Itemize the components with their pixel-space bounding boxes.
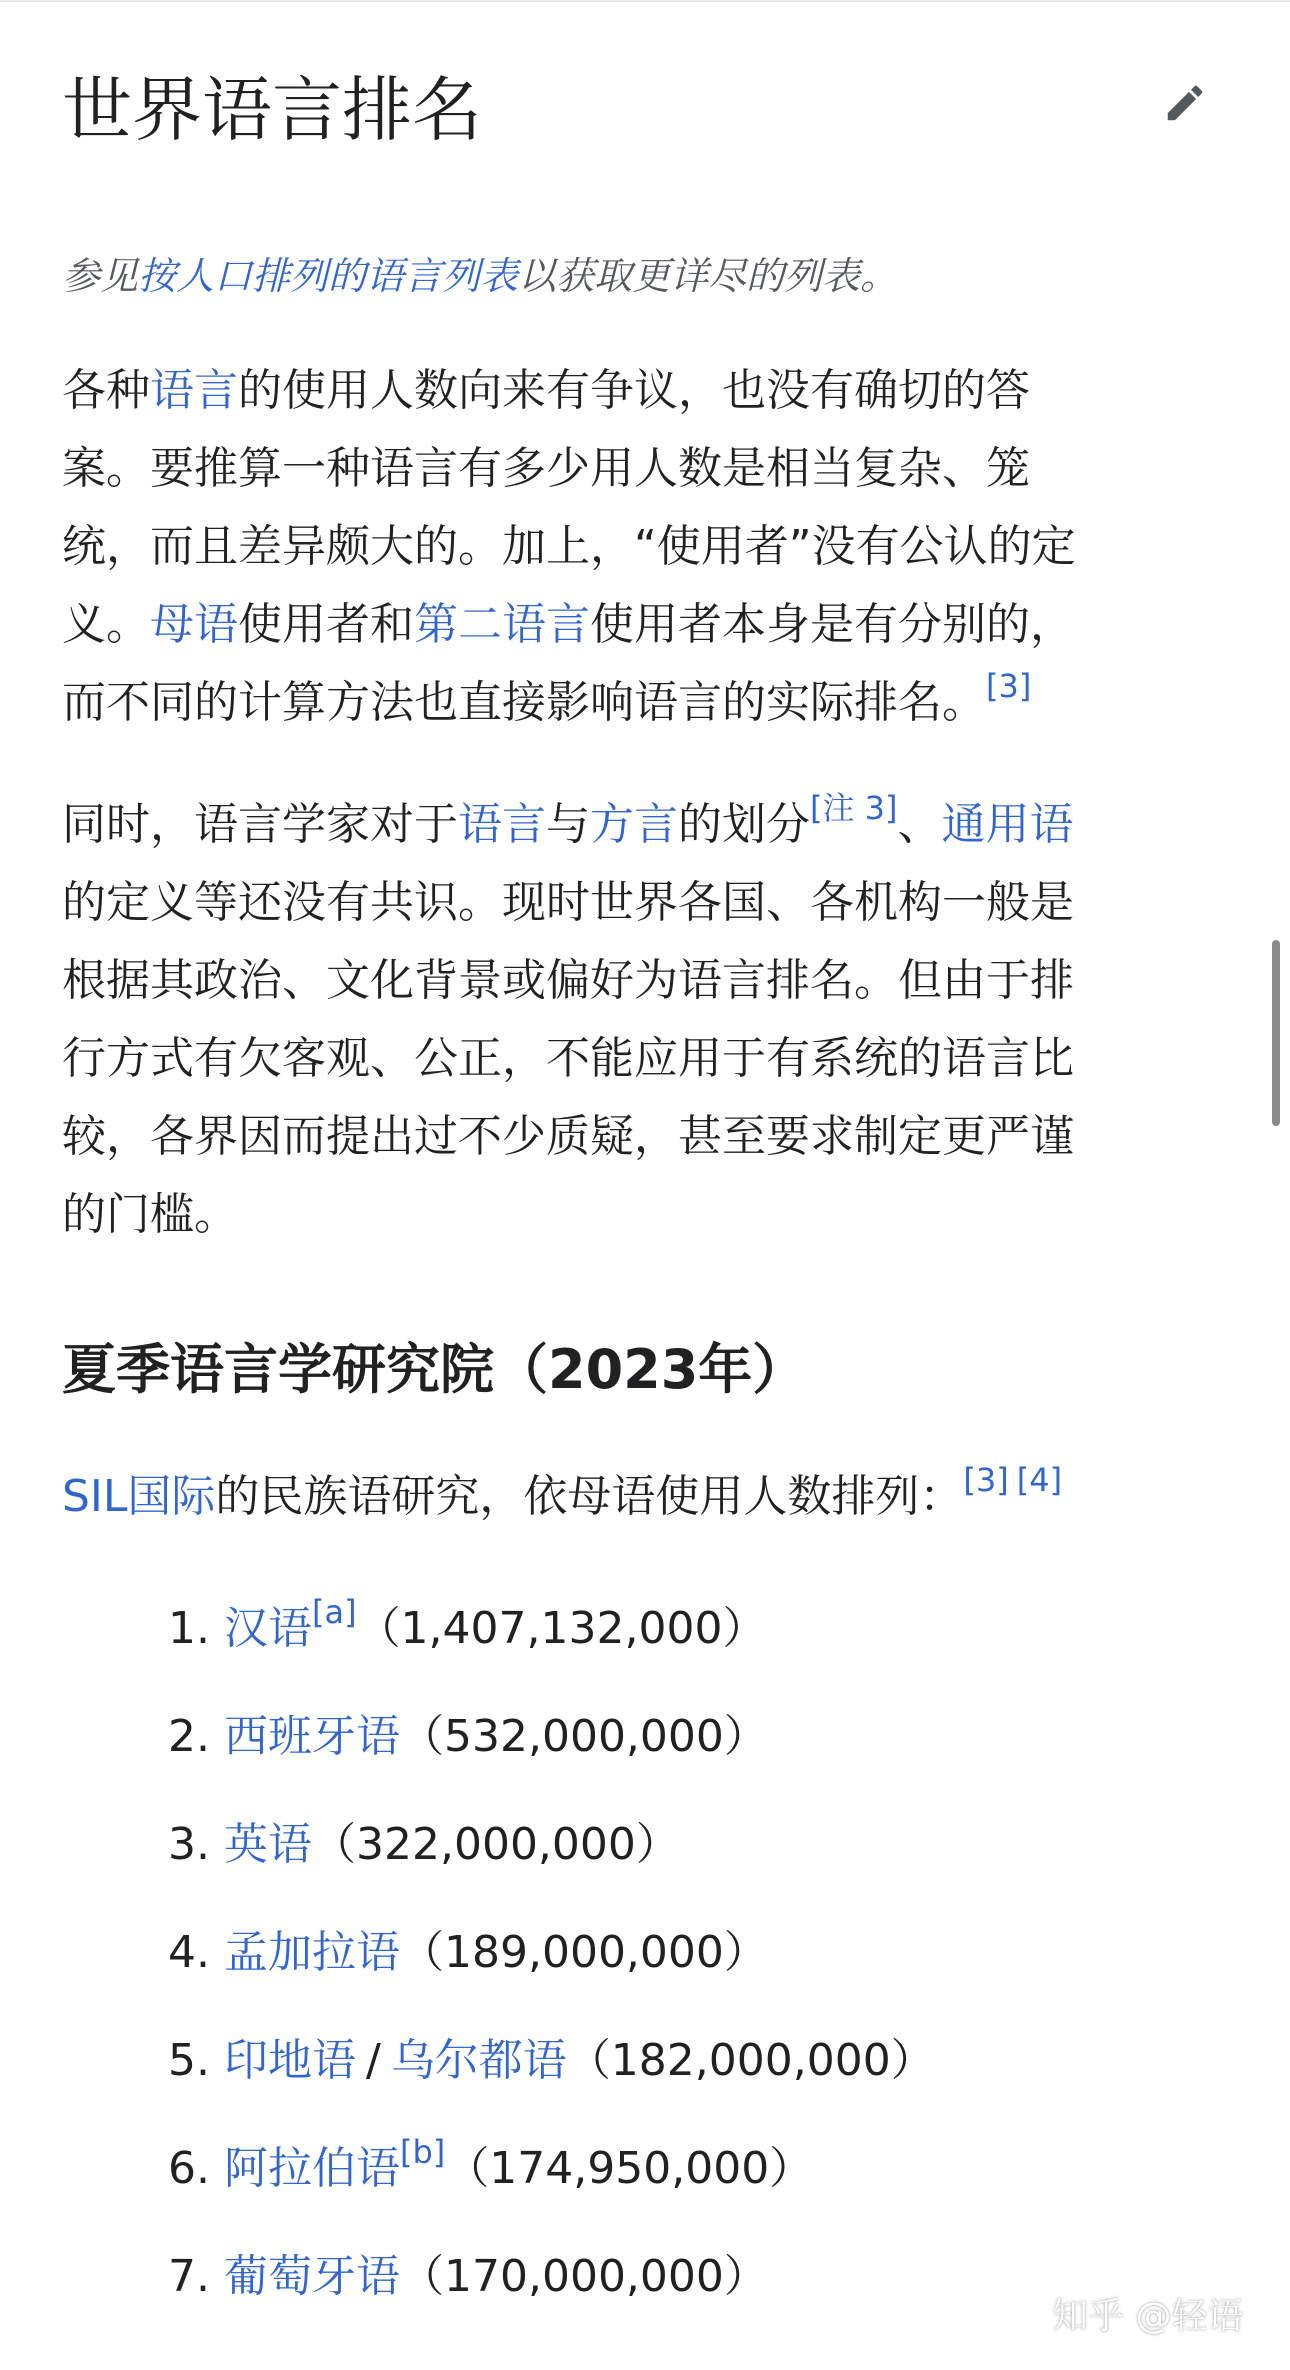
link-language-2[interactable]: 语言 — [458, 799, 546, 850]
para1-line-4 — [62, 586, 1212, 664]
note-3[interactable]: [注 3] — [810, 789, 898, 828]
rank-number: 3. — [168, 1819, 210, 1870]
list-item — [168, 1914, 935, 2022]
speaker-count: （322,000,000） — [311, 1819, 680, 1870]
language-ranking-list — [168, 1590, 935, 2346]
speaker-count: （170,000,000） — [399, 2251, 768, 2302]
text: 的划分 — [678, 799, 810, 850]
rank-number: 2. — [168, 1711, 210, 1762]
language-link[interactable]: 乌尔都语 — [390, 2035, 567, 2086]
reference-3b[interactable]: [3] — [963, 1461, 1009, 1500]
speaker-count: （182,000,000） — [566, 2035, 935, 2086]
speaker-count: （174,950,000） — [445, 2143, 814, 2194]
separator: / — [365, 2035, 381, 2086]
language-link[interactable]: 孟加拉语 — [223, 1927, 400, 1978]
list-item — [168, 2022, 935, 2130]
hatnote-suffix: 以获取更详尽的列表。 — [518, 254, 899, 298]
para1-line-3: 统，而且差异颇大的。加上，“使用者”没有公认的定 — [62, 521, 1076, 572]
language-link[interactable]: 葡萄牙语 — [223, 2251, 400, 2302]
language-link[interactable]: 阿拉伯语 — [223, 2143, 400, 2194]
list-item — [168, 2238, 935, 2346]
section-heading: 世界语言排名 — [62, 69, 482, 151]
rank-number: 6. — [168, 2143, 210, 2194]
list-item — [168, 1698, 935, 1806]
text: 各种 — [62, 365, 150, 416]
rank-number: 5. — [168, 2035, 210, 2086]
para2-line-5: 较，各界因而提出过不少质疑，甚至要求制定更严谨 — [62, 1111, 1074, 1162]
reference-4[interactable]: [4] — [1016, 1461, 1063, 1500]
list-item — [168, 1590, 935, 1698]
link-sil-international[interactable]: SIL国际 — [62, 1471, 216, 1522]
list-intro — [62, 1458, 1212, 1536]
text: 使用者本身是有分别的， — [590, 599, 1074, 650]
speaker-count: （1,407,132,000） — [356, 1603, 767, 1654]
hatnote-prefix: 参见 — [62, 254, 139, 298]
language-link[interactable]: 英语 — [223, 1819, 312, 1870]
para1-line-5 — [62, 664, 1212, 742]
text: 同时，语言学家对于 — [62, 799, 458, 850]
paragraph-2 — [62, 786, 1212, 1254]
text: 的使用人数向来有争议，也没有确切的答 — [238, 365, 1030, 416]
hatnote — [62, 246, 1202, 306]
link-dialect[interactable]: 方言 — [590, 799, 678, 850]
speaker-count: （532,000,000） — [399, 1711, 768, 1762]
text: 与 — [546, 799, 590, 850]
reference-3[interactable]: [3] — [986, 667, 1032, 706]
speaker-count: （189,000,000） — [399, 1927, 768, 1978]
link-second-language[interactable]: 第二语言 — [414, 599, 590, 650]
note-a[interactable]: [a] — [311, 1593, 357, 1632]
scrollbar-thumb[interactable] — [1272, 940, 1280, 1126]
rank-number: 7. — [168, 2251, 210, 2302]
edit-section-button[interactable] — [1152, 70, 1218, 136]
para2-line-3: 根据其政治、文化背景或偏好为语言排名。但由于排 — [62, 955, 1074, 1006]
link-language[interactable]: 语言 — [150, 365, 238, 416]
para2-line-6: 的门槛。 — [62, 1189, 238, 1240]
language-link[interactable]: 西班牙语 — [223, 1711, 400, 1762]
text: 而不同的计算方法也直接影响语言的实际排名。 — [62, 677, 986, 728]
watermark: 知乎 @轻语 — [1052, 2296, 1244, 2337]
note-b[interactable]: [b] — [399, 2133, 446, 2172]
link-lingua-franca[interactable]: 通用语 — [941, 799, 1074, 850]
rank-number: 4. — [168, 1927, 210, 1978]
language-link[interactable]: 汉语 — [223, 1603, 312, 1654]
language-link[interactable]: 印地语 — [223, 2035, 356, 2086]
subsection-heading: 夏季语言学研究院（2023年） — [62, 1338, 807, 1401]
text: 使用者和 — [238, 599, 414, 650]
hatnote-link[interactable]: 按人口排列的语言列表 — [138, 254, 519, 298]
top-divider — [0, 0, 1290, 2]
list-item — [168, 2130, 935, 2238]
text: 义。 — [62, 599, 150, 650]
text: 、 — [897, 799, 942, 850]
para2-line-4: 行方式有欠客观、公正，不能应用于有系统的语言比 — [62, 1033, 1074, 1084]
list-item — [168, 1806, 935, 1914]
intro-text: 的民族语研究，依母语使用人数排列： — [215, 1471, 964, 1522]
paragraph-1 — [62, 352, 1212, 742]
para1-line-2: 案。要推算一种语言有多少用人数是相当复杂、笼 — [62, 443, 1030, 494]
para2-line-1 — [62, 786, 1212, 864]
para2-line-2: 的定义等还没有共识。现时世界各国、各机构一般是 — [62, 877, 1074, 928]
para1-line-1 — [62, 352, 1212, 430]
rank-number: 1. — [168, 1603, 210, 1654]
pencil-icon — [1162, 80, 1208, 126]
link-mother-tongue[interactable]: 母语 — [150, 599, 238, 650]
